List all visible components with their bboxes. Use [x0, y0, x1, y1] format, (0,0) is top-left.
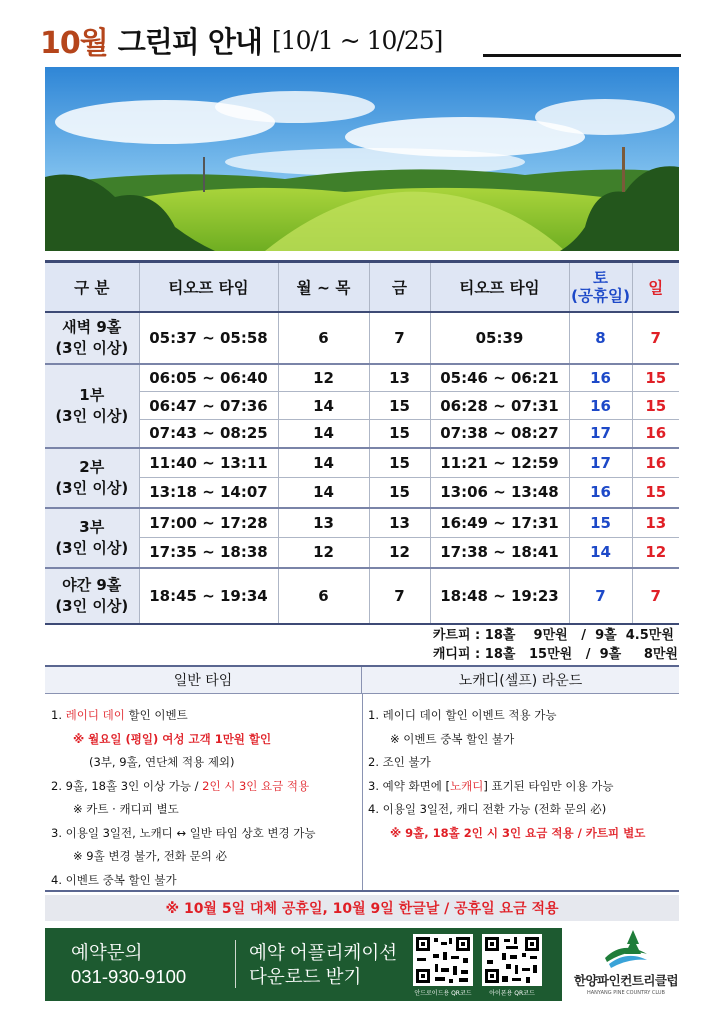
group-label: 야간 9홀: [62, 575, 122, 594]
cell-sat: 15: [569, 508, 632, 538]
cell-fri: 15: [369, 420, 430, 448]
cell-sun: 12: [632, 538, 679, 568]
cell-teeoff-weekend: 13:06 ~ 13:48: [430, 478, 569, 508]
group-label: 3부: [79, 517, 105, 536]
cell-teeoff-weekday: 05:37 ~ 05:58: [139, 312, 278, 364]
note-highlight: 2인 시 3인 요금 적용: [202, 778, 310, 793]
note-sub-item: ※ 9홀, 18홀 2인 시 3인 요금 적용 / 카트피 별도: [390, 825, 646, 840]
table-row: [45, 364, 679, 392]
note-number: 1.: [51, 708, 66, 722]
group-sub-label: (3인 이상): [55, 596, 129, 615]
app-line-1: 예약 어플리케이션: [249, 942, 398, 963]
app-download-text: [249, 941, 397, 989]
title-month: 10월: [40, 26, 108, 61]
note-sub-item: ※ 월요일 (평일) 여성 고객 1만원 할인: [73, 731, 272, 746]
cell-teeoff-weekday: 17:35 ~ 18:38: [139, 538, 278, 568]
table-row: [45, 478, 679, 508]
note-item: 3. 이용일 3일전, 노캐디 ↔ 일반 타임 상호 변경 가능: [51, 825, 316, 840]
header-sat-label: 토: [593, 268, 608, 287]
cell-teeoff-weekday: 06:05 ~ 06:40: [139, 364, 278, 392]
general-time-header: 일반 타임: [45, 667, 362, 694]
header-teeoff-weekend: 티오프 타임: [430, 262, 569, 312]
club-name-english: HANYANG PINE COUNTRY CLUB: [587, 990, 665, 996]
phone-number[interactable]: 031-930-9100: [71, 966, 187, 987]
table-row: [45, 568, 679, 624]
cell-teeoff-weekend: 16:49 ~ 17:31: [430, 508, 569, 538]
cell-sun: 7: [632, 568, 679, 624]
note-sub-item: ※ 9홀 변경 불가, 전화 문의 必: [73, 849, 228, 863]
cell-sat: 17: [569, 448, 632, 478]
cell-fri: 15: [369, 392, 430, 420]
table-row: [45, 312, 679, 364]
group-label: 새벽 9홀: [62, 317, 122, 336]
cell-sun: 15: [632, 392, 679, 420]
iphone-qr-caption: 아이폰용 QR코드: [489, 990, 535, 997]
cell-teeoff-weekend: 18:48 ~ 19:23: [430, 568, 569, 624]
table-row: [45, 538, 679, 568]
android-qr-caption: 안드로이드용 QR코드: [414, 990, 472, 997]
cell-teeoff-weekend: 17:38 ~ 18:41: [430, 538, 569, 568]
cell-teeoff-weekend: 05:39: [430, 312, 569, 364]
cell-mon-thu: 12: [278, 538, 369, 568]
group-sub-label: (3인 이상): [55, 478, 129, 497]
android-qr-code[interactable]: [413, 934, 473, 986]
cell-fri: 13: [369, 364, 430, 392]
title-date-range: [10/1 ~ 10/25]: [271, 25, 443, 55]
cell-sat: 14: [569, 538, 632, 568]
group-part-1: [45, 364, 139, 448]
cell-fri: 15: [369, 478, 430, 508]
table-row: [45, 420, 679, 448]
golf-course-photo: [45, 67, 679, 251]
pine-tree-logo-icon: [603, 928, 649, 968]
group-part-2: [45, 448, 139, 508]
group-label: 2부: [79, 457, 105, 476]
cell-sun: 16: [632, 420, 679, 448]
cell-mon-thu: 13: [278, 508, 369, 538]
column-divider: [362, 694, 363, 890]
table-row: [45, 448, 679, 478]
club-name: 한양파인컨트리클럽: [573, 973, 679, 988]
note-item: 4. 이벤트 중복 할인 불가: [51, 872, 177, 887]
no-caddy-notes: [368, 704, 645, 845]
page-title: [40, 18, 442, 62]
cell-sat: 8: [569, 312, 632, 364]
app-line-2: 다운로드 받기: [249, 966, 362, 987]
note-sub-item: (3부, 9홀, 연단체 적용 제외): [89, 755, 235, 769]
cell-fri: 15: [369, 448, 430, 478]
cell-fri: 12: [369, 538, 430, 568]
group-part-3: [45, 508, 139, 568]
cell-teeoff-weekend: 11:21 ~ 12:59: [430, 448, 569, 478]
table-header-row: [45, 262, 679, 312]
green-fee-table: [45, 260, 679, 625]
header-holiday-label: (공휴일): [570, 286, 631, 305]
cell-mon-thu: 6: [278, 568, 369, 624]
cell-teeoff-weekday: 11:40 ~ 13:11: [139, 448, 278, 478]
header-fri: 금: [369, 262, 430, 312]
note-sub-item: ※ 이벤트 중복 할인 불가: [390, 731, 515, 746]
cell-sun: 15: [632, 478, 679, 508]
group-dawn-9: [45, 312, 139, 364]
holiday-notice: ※ 10월 5일 대체 공휴일, 10월 9일 한글날 / 공휴일 요금 적용: [45, 895, 679, 921]
note-text: 할인 이벤트: [124, 708, 188, 722]
cell-mon-thu: 14: [278, 392, 369, 420]
reservation-contact: [71, 941, 186, 989]
group-sub-label: (3인 이상): [55, 406, 129, 425]
cell-sat: 7: [569, 568, 632, 624]
no-caddy-header: 노캐디(셀프) 라운드: [362, 667, 679, 694]
cell-sat: 16: [569, 392, 632, 420]
header-sun: 일: [632, 262, 679, 312]
header-category: 구 분: [45, 262, 139, 312]
table-row: [45, 392, 679, 420]
header-teeoff-weekday: 티오프 타임: [139, 262, 278, 312]
note-highlight: 노캐디: [449, 778, 484, 793]
cell-teeoff-weekday: 17:00 ~ 17:28: [139, 508, 278, 538]
title-main: 그린피 안내: [117, 24, 262, 59]
cell-mon-thu: 14: [278, 448, 369, 478]
cell-sun: 16: [632, 448, 679, 478]
fee-info: [433, 626, 678, 664]
header-mon-thu: 월 ~ 목: [278, 262, 369, 312]
caddy-fee: 캐디피 : 18홀 15만원 / 9홀 8만원: [432, 647, 678, 662]
group-sub-label: (3인 이상): [55, 338, 129, 357]
note-item: 1. 레이디 데이 할인 이벤트 적용 가능: [368, 708, 557, 722]
note-item: [368, 775, 645, 799]
note-text: ] 표기된 타임만 이용 가능: [483, 778, 614, 793]
note-highlight: 레이디 데이: [65, 708, 125, 722]
cell-sat: 17: [569, 420, 632, 448]
general-time-notes: [51, 704, 315, 892]
cell-fri: 7: [369, 312, 430, 364]
group-sub-label: (3인 이상): [55, 538, 129, 557]
cell-mon-thu: 14: [278, 478, 369, 508]
footer-divider: [235, 940, 236, 988]
note-item: [51, 775, 315, 799]
title-underline: [483, 54, 681, 57]
cell-teeoff-weekday: 18:45 ~ 19:34: [139, 568, 278, 624]
cell-sun: 13: [632, 508, 679, 538]
note-item: 2. 조인 불가: [368, 755, 431, 769]
info-section: [45, 665, 679, 892]
cell-teeoff-weekday: 07:43 ~ 08:25: [139, 420, 278, 448]
cell-mon-thu: 6: [278, 312, 369, 364]
cell-sat: 16: [569, 478, 632, 508]
reservation-label: 예약문의: [71, 942, 143, 963]
note-text: 2. 9홀, 18홀 3인 이상 가능 /: [51, 778, 203, 793]
cell-mon-thu: 12: [278, 364, 369, 392]
group-night-9: [45, 568, 139, 624]
cell-teeoff-weekday: 13:18 ~ 14:07: [139, 478, 278, 508]
cell-sun: 15: [632, 364, 679, 392]
club-logo: [570, 928, 682, 1004]
reservation-footer: [45, 928, 562, 1001]
cell-teeoff-weekend: 05:46 ~ 06:21: [430, 364, 569, 392]
cell-teeoff-weekday: 06:47 ~ 07:36: [139, 392, 278, 420]
table-row: [45, 508, 679, 538]
cell-sun: 7: [632, 312, 679, 364]
note-item: 4. 이용일 3일전, 캐디 전환 가능 (전화 문의 必): [368, 802, 607, 816]
cell-mon-thu: 14: [278, 420, 369, 448]
iphone-qr-code[interactable]: [482, 934, 542, 986]
cell-fri: 7: [369, 568, 430, 624]
header-sat: [569, 262, 632, 312]
group-label: 1부: [79, 385, 105, 404]
cell-teeoff-weekend: 07:38 ~ 08:27: [430, 420, 569, 448]
cell-teeoff-weekend: 06:28 ~ 07:31: [430, 392, 569, 420]
cart-fee: 카트피 : 18홀 9만원 / 9홀 4.5만원: [432, 628, 674, 643]
note-text: 3. 예약 화면에 [: [368, 778, 450, 793]
note-sub-item: ※ 카트 · 캐디피 별도: [73, 802, 179, 816]
cell-fri: 13: [369, 508, 430, 538]
cell-sat: 16: [569, 364, 632, 392]
note-item: [51, 704, 315, 728]
